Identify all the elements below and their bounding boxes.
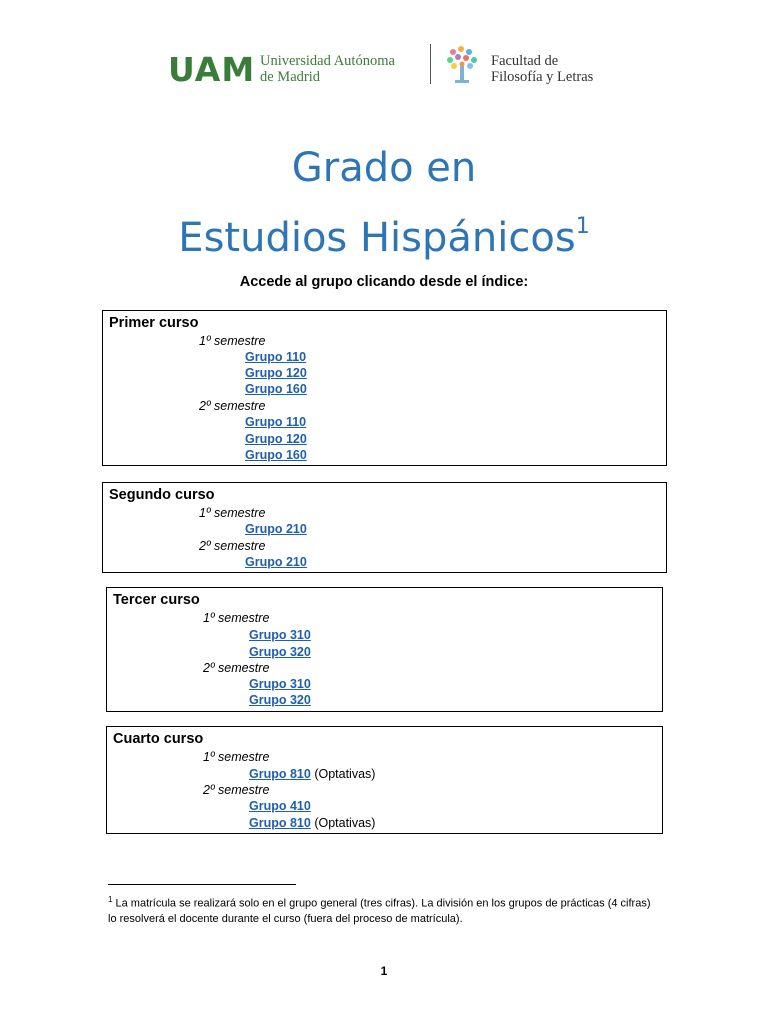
group-note: (Optativas) <box>314 816 376 830</box>
semester-label: 1º semestre <box>199 506 266 520</box>
group-item <box>245 431 307 447</box>
group-link[interactable]: Grupo 320 <box>249 645 311 659</box>
course-title: Cuarto curso <box>113 731 204 747</box>
semester-label: 1º semestre <box>199 334 266 348</box>
group-link[interactable]: Grupo 810 <box>249 767 311 781</box>
group-note: (Optativas) <box>314 767 376 781</box>
faculty-name-line2: Filosofía y Letras <box>491 69 594 85</box>
page-title-line2 <box>0 199 768 266</box>
faculty-name <box>491 53 593 85</box>
group-item <box>249 644 311 660</box>
group-link[interactable]: Grupo 120 <box>245 432 307 446</box>
group-link[interactable]: Grupo 160 <box>245 448 307 462</box>
group-item <box>245 349 306 365</box>
group-link[interactable]: Grupo 210 <box>245 555 307 569</box>
group-link[interactable]: Grupo 320 <box>249 693 311 707</box>
footnote-marker: 1 <box>108 895 113 904</box>
semester-label: 2º semestre <box>203 661 270 675</box>
course-box-tercer <box>106 587 663 712</box>
footnote-separator <box>108 884 296 885</box>
course-title: Tercer curso <box>113 592 200 608</box>
course-title: Primer curso <box>109 315 199 331</box>
semester-label: 1º semestre <box>203 611 270 625</box>
page-title-line1: Grado en <box>291 145 477 191</box>
course-title: Segundo curso <box>109 487 215 503</box>
group-item <box>249 798 311 814</box>
group-item <box>249 766 375 782</box>
uam-logo <box>168 52 255 88</box>
semester-label: 1º semestre <box>203 750 270 764</box>
group-link[interactable]: Grupo 120 <box>245 366 307 380</box>
page-title-text: Estudios Hispánicos <box>178 215 576 261</box>
group-item <box>245 554 307 570</box>
group-link[interactable]: Grupo 210 <box>245 522 307 536</box>
footnote-reference[interactable]: 1 <box>575 214 590 239</box>
group-item <box>245 365 307 381</box>
group-item <box>245 447 307 463</box>
group-item <box>249 815 375 831</box>
university-name <box>260 53 395 85</box>
course-box-cuarto <box>106 726 663 834</box>
footnote-text: La matrícula se realizará solo en el grupo general (tres cifras). La división en los grupos de prácticas (4 cifras) lo resolverá el docente durante el curso (fuera del proceso de matrícula). <box>108 897 651 925</box>
uam-mark: UAM <box>168 50 256 89</box>
semester-label: 2º semestre <box>199 539 266 553</box>
footnote <box>108 892 658 927</box>
group-item <box>249 627 311 643</box>
group-link[interactable]: Grupo 310 <box>249 628 311 642</box>
group-item <box>249 692 311 708</box>
semester-label: 2º semestre <box>203 783 270 797</box>
group-link[interactable]: Grupo 410 <box>249 799 311 813</box>
index-instruction: Accede al grupo clicando desde el índice: <box>239 274 529 290</box>
header-divider <box>430 44 431 84</box>
course-box-primer <box>102 310 667 466</box>
semester-label: 2º semestre <box>199 399 266 413</box>
faculty-name-line1: Facultad de <box>491 53 559 69</box>
group-item <box>249 676 311 692</box>
university-name-line2: de Madrid <box>260 69 320 85</box>
group-link[interactable]: Grupo 160 <box>245 382 307 396</box>
group-item <box>245 521 307 537</box>
tree-icon <box>443 44 481 84</box>
group-item <box>245 381 307 397</box>
group-item <box>245 414 306 430</box>
group-link[interactable]: Grupo 810 <box>249 816 311 830</box>
group-link[interactable]: Grupo 310 <box>249 677 311 691</box>
group-link[interactable]: Grupo 110 <box>245 415 307 429</box>
course-box-segundo <box>102 482 667 573</box>
university-name-line1: Universidad Autónoma <box>260 53 395 69</box>
group-link[interactable]: Grupo 110 <box>245 350 307 364</box>
page-number: 1 <box>380 964 388 978</box>
